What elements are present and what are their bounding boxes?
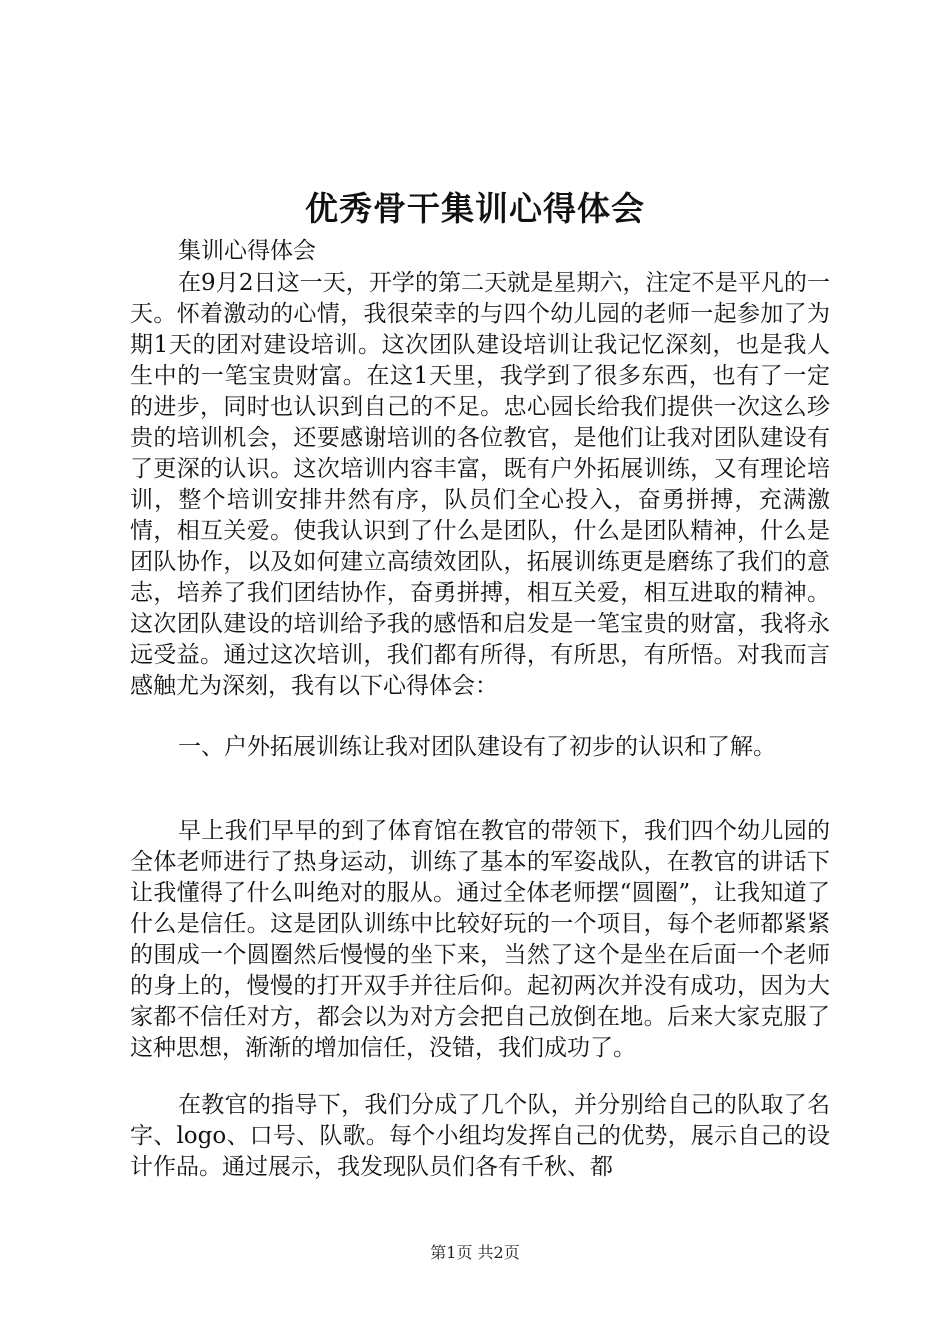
paragraph-morning-training: 早上我们早早的到了体育馆在教官的带领下，我们四个幼儿园的全体老师进行了热身运动，训练了基本的军姿战队，在教官的讲话下让我懂得了什么叫绝对的服从。通过全体老师摆“圆圈”，让我知道了什么是信任。这是团队训练中比较好玩的一个项目，每个老师都紧紧的围成一个圆圈然后慢慢的坐下来，当然了这个是坐在后面一个老师的身上的，慢慢的打开双手并往后仰。起初两次并没有成功，因为大家都不信任对方，都会以为对方会把自己放倒在地。后来大家克服了这种思想，渐渐的增加信任，没错，我们成功了。	[130, 818, 830, 1061]
section-heading: 一、户外拓展训练让我对团队建设有了初步的认识和了解。	[178, 734, 776, 760]
paragraph-team-division: 在教官的指导下，我们分成了几个队，并分别给自己的队取了名字、logo、口号、队歌。每个小组均发挥自己的优势，展示自己的设计作品。通过展示，我发现队员们各有千秋、都	[130, 1092, 830, 1180]
document-title: 优秀骨干集训心得体会	[305, 189, 645, 228]
document-subtitle: 集训心得体会	[178, 238, 316, 264]
paragraph-intro: 在9月2日这一天，开学的第二天就是星期六，注定不是平凡的一天。怀着激动的心情，我很荣幸的与四个幼儿园的老师一起参加了为期1天的团对建设培训。这次团队建设培训让我记忆深刻，也是我人生中的一笔宝贵财富。在这1天里，我学到了很多东西，也有了一定的进步，同时也认识到自己的不足。忠心园长给我们提供一次这么珍贵的培训机会，还要感谢培训的各位教官，是他们让我对团队建设有了更深的认识。这次培训内容丰富，既有户外拓展训练，又有理论培训，整个培训安排井然有序，队员们全心投入，奋勇拼搏，充满激情，相互关爱。使我认识到了什么是团队，什么是团队精神，什么是团队协作，以及如何建立高绩效团队，拓展训练更是磨练了我们的意志，培养了我们团结协作，奋勇拼搏，相互关爱，相互进取的精神。这次团队建设的培训给予我的感悟和启发是一笔宝贵的财富，我将永远受益。通过这次培训，我们都有所得，有所思，有所悟。对我而言感触尤为深刻，我有以下心得体会：	[130, 270, 830, 699]
page-footer: 第1页 共2页	[430, 1243, 520, 1262]
